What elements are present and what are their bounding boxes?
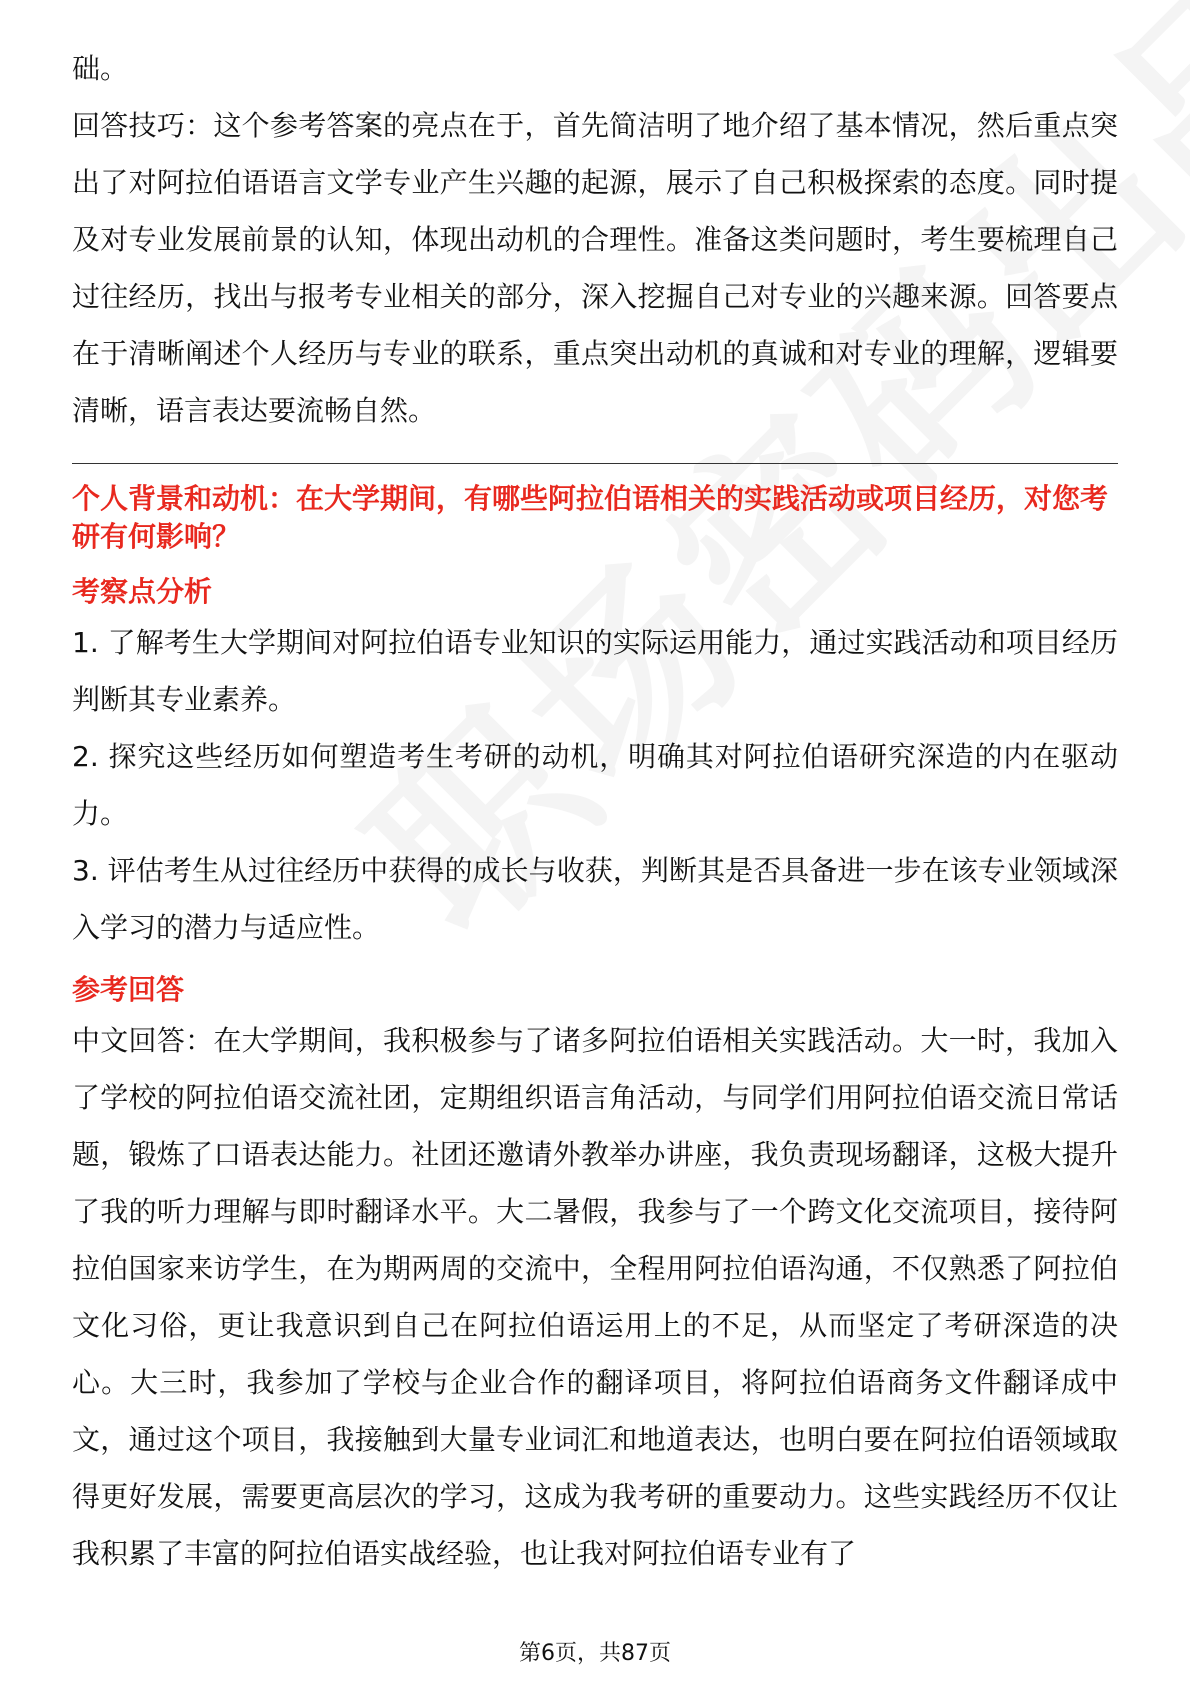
analysis-point-2: 2. 探究这些经历如何塑造考生考研的动机，明确其对阿拉伯语研究深造的内在驱动力。: [72, 740, 1118, 830]
page-number: 第6页，共87页: [519, 1641, 671, 1666]
page-content: [72, 40, 1118, 1582]
question-title: 个人背景和动机：在大学期间，有哪些阿拉伯语相关的实践活动或项目经历，对您考研有何影响？: [72, 482, 1109, 553]
section-divider: [72, 463, 1118, 464]
answer-tips: 回答技巧：这个参考答案的亮点在于，首先简洁明了地介绍了基本情况，然后重点突出了对阿拉伯语语言文学专业产生兴趣的起源，展示了自己积极探索的态度。同时提及对专业发展前景的认知，体现出动机的合理性。准备这类问题时，考生要梳理自己过往经历，找出与报考专业相关的部分，深入挖掘自己对专业的兴趣来源。回答要点在于清晰阐述个人经历与专业的联系，重点突出动机的真诚和对专业的理解，逻辑要清晰，语言表达要流畅自然。: [72, 109, 1118, 427]
analysis-heading: 考察点分析: [72, 575, 213, 608]
analysis-point-3: 3. 评估考生从过往经历中获得的成长与收获，判断其是否具备进一步在该专业领域深入学习的潜力与适应性。: [72, 854, 1118, 944]
previous-answer-continuation: 础。: [72, 52, 129, 85]
answer-text: 中文回答：在大学期间，我积极参与了诸多阿拉伯语相关实践活动。大一时，我加入了学校的阿拉伯语交流社团，定期组织语言角活动，与同学们用阿拉伯语交流日常话题，锻炼了口语表达能力。社团还邀请外教举办讲座，我负责现场翻译，这极大提升了我的听力理解与即时翻译水平。大二暑假，我参与了一个跨文化交流项目，接待阿拉伯国家来访学生，在为期两周的交流中，全程用阿拉伯语沟通，不仅熟悉了阿拉伯文化习俗，更让我意识到自己在阿拉伯语运用上的不足，从而坚定了考研深造的决心。大三时，我参加了学校与企业合作的翻译项目，将阿拉伯语商务文件翻译成中文，通过这个项目，我接触到大量专业词汇和地道表达，也明白要在阿拉伯语领域取得更好发展，需要更高层次的学习，这成为我考研的重要动力。这些实践经历不仅让我积累了丰富的阿拉伯语实战经验，也让我对阿拉伯语专业有了: [72, 1024, 1118, 1570]
answer-heading: 参考回答: [72, 973, 185, 1006]
analysis-point-1: 1. 了解考生大学期间对阿拉伯语专业知识的实际运用能力，通过实践活动和项目经历判断其专业素养。: [72, 626, 1118, 716]
